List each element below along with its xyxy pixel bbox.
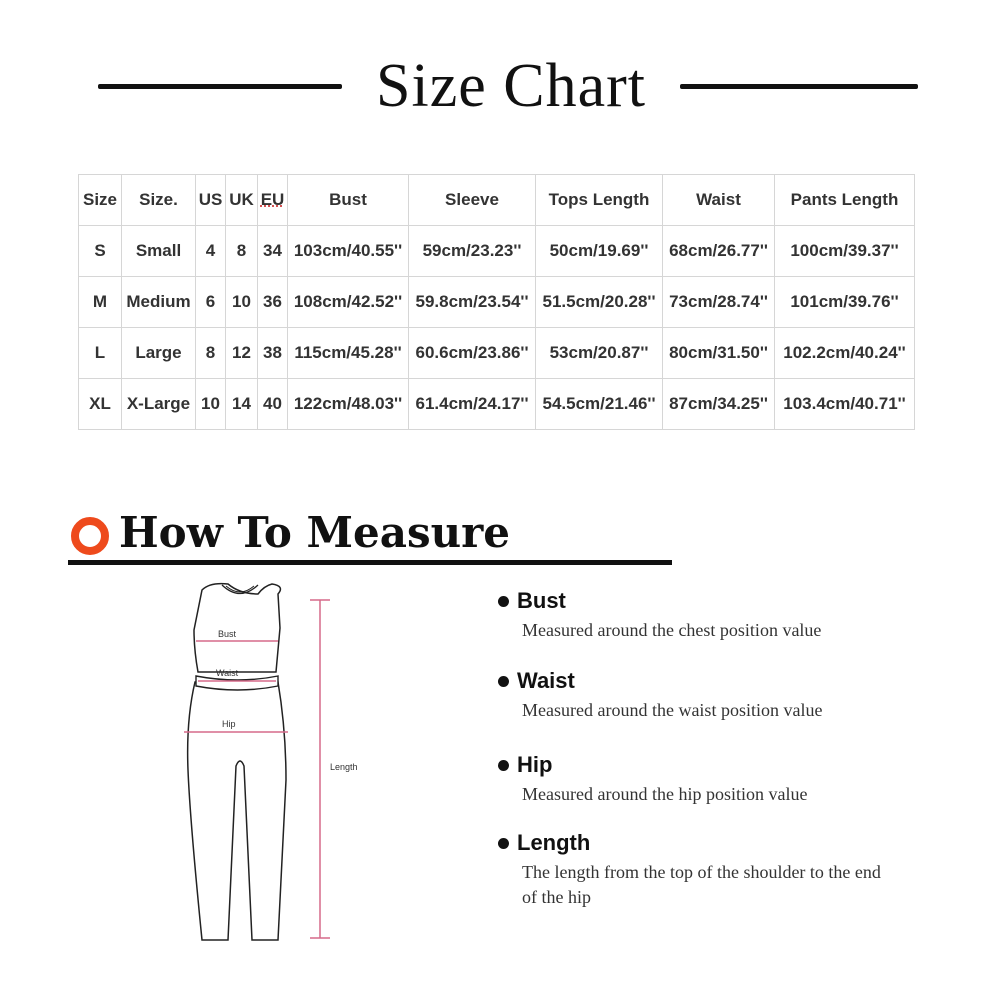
table-cell: 34: [258, 226, 288, 277]
definition-hip: [498, 752, 958, 807]
bullet-icon: [498, 760, 509, 771]
table-header-row: [79, 175, 915, 226]
table-cell: Large: [122, 328, 196, 379]
header-pants-length: Pants Length: [775, 175, 915, 226]
circle-bullet-icon: [71, 517, 109, 555]
table-cell: 108cm/42.52'': [288, 277, 409, 328]
how-to-measure-heading: [68, 508, 672, 566]
table-cell: 10: [226, 277, 258, 328]
table-cell: 50cm/19.69'': [536, 226, 663, 277]
table-row: [79, 277, 915, 328]
table-cell: 80cm/31.50'': [663, 328, 775, 379]
table-cell: S: [79, 226, 122, 277]
table-cell: 6: [196, 277, 226, 328]
figure-label-hip: Hip: [222, 719, 236, 729]
table-cell: 59.8cm/23.54'': [409, 277, 536, 328]
header-us: US: [196, 175, 226, 226]
table-cell: 40: [258, 379, 288, 430]
definition-term: Waist: [517, 668, 575, 693]
figure-label-bust: Bust: [218, 629, 237, 639]
bullet-icon: [498, 838, 509, 849]
table-cell: 122cm/48.03'': [288, 379, 409, 430]
table-cell: 103cm/40.55'': [288, 226, 409, 277]
table-row: [79, 328, 915, 379]
table-cell: Small: [122, 226, 196, 277]
table-cell: 73cm/28.74'': [663, 277, 775, 328]
table-cell: 100cm/39.37'': [775, 226, 915, 277]
table-cell: 60.6cm/23.86'': [409, 328, 536, 379]
bullet-icon: [498, 676, 509, 687]
jumpsuit-illustration: [160, 580, 390, 960]
header-size-name: Size.: [122, 175, 196, 226]
definition-bust: [498, 588, 958, 643]
table-cell: 10: [196, 379, 226, 430]
table-cell: XL: [79, 379, 122, 430]
header-bust: Bust: [288, 175, 409, 226]
table-cell: 59cm/23.23'': [409, 226, 536, 277]
table-cell: 101cm/39.76'': [775, 277, 915, 328]
table-cell: 38: [258, 328, 288, 379]
header-uk: UK: [226, 175, 258, 226]
table-cell: 87cm/34.25'': [663, 379, 775, 430]
title-divider-left: [98, 84, 342, 89]
header-sleeve: Sleeve: [409, 175, 536, 226]
bullet-icon: [498, 596, 509, 607]
definition-length: [498, 830, 958, 910]
table-cell: 54.5cm/21.46'': [536, 379, 663, 430]
figure-label-length: Length: [330, 762, 358, 772]
definition-text: Measured around the waist position value: [522, 700, 823, 720]
table-cell: 61.4cm/24.17'': [409, 379, 536, 430]
size-table: [78, 174, 915, 430]
table-cell: Medium: [122, 277, 196, 328]
table-cell: 8: [196, 328, 226, 379]
table-cell: 4: [196, 226, 226, 277]
table-row: [79, 379, 915, 430]
definition-text: The length from the top of the shoulder to the end of the hip: [522, 862, 881, 907]
table-cell: L: [79, 328, 122, 379]
table-cell: M: [79, 277, 122, 328]
definition-text: Measured around the hip position value: [522, 784, 808, 804]
table-cell: 103.4cm/40.71'': [775, 379, 915, 430]
table-cell: 12: [226, 328, 258, 379]
definition-term: Length: [517, 830, 591, 855]
heading-underline: [68, 560, 672, 565]
figure-label-waist: Waist: [216, 668, 239, 678]
header-waist: Waist: [663, 175, 775, 226]
table-cell: 68cm/26.77'': [663, 226, 775, 277]
table-cell: 102.2cm/40.24'': [775, 328, 915, 379]
size-chart-title-row: [98, 48, 918, 124]
table-cell: 53cm/20.87'': [536, 328, 663, 379]
definition-waist: [498, 668, 958, 723]
definition-text: Measured around the chest position value: [522, 620, 822, 640]
table-cell: 8: [226, 226, 258, 277]
table-cell: 115cm/45.28'': [288, 328, 409, 379]
table-cell: X-Large: [122, 379, 196, 430]
page-title: Size Chart: [376, 52, 646, 120]
jumpsuit-outline-icon: [160, 580, 390, 960]
table-cell: 36: [258, 277, 288, 328]
how-to-measure-title: How To Measure: [119, 508, 511, 557]
header-size: Size: [79, 175, 122, 226]
table-cell: 14: [226, 379, 258, 430]
title-divider-right: [680, 84, 918, 89]
header-eu: EU: [258, 175, 288, 226]
definition-term: Bust: [517, 588, 566, 613]
table-row: [79, 226, 915, 277]
table-cell: 51.5cm/20.28'': [536, 277, 663, 328]
header-tops-length: Tops Length: [536, 175, 663, 226]
definition-term: Hip: [517, 752, 553, 777]
